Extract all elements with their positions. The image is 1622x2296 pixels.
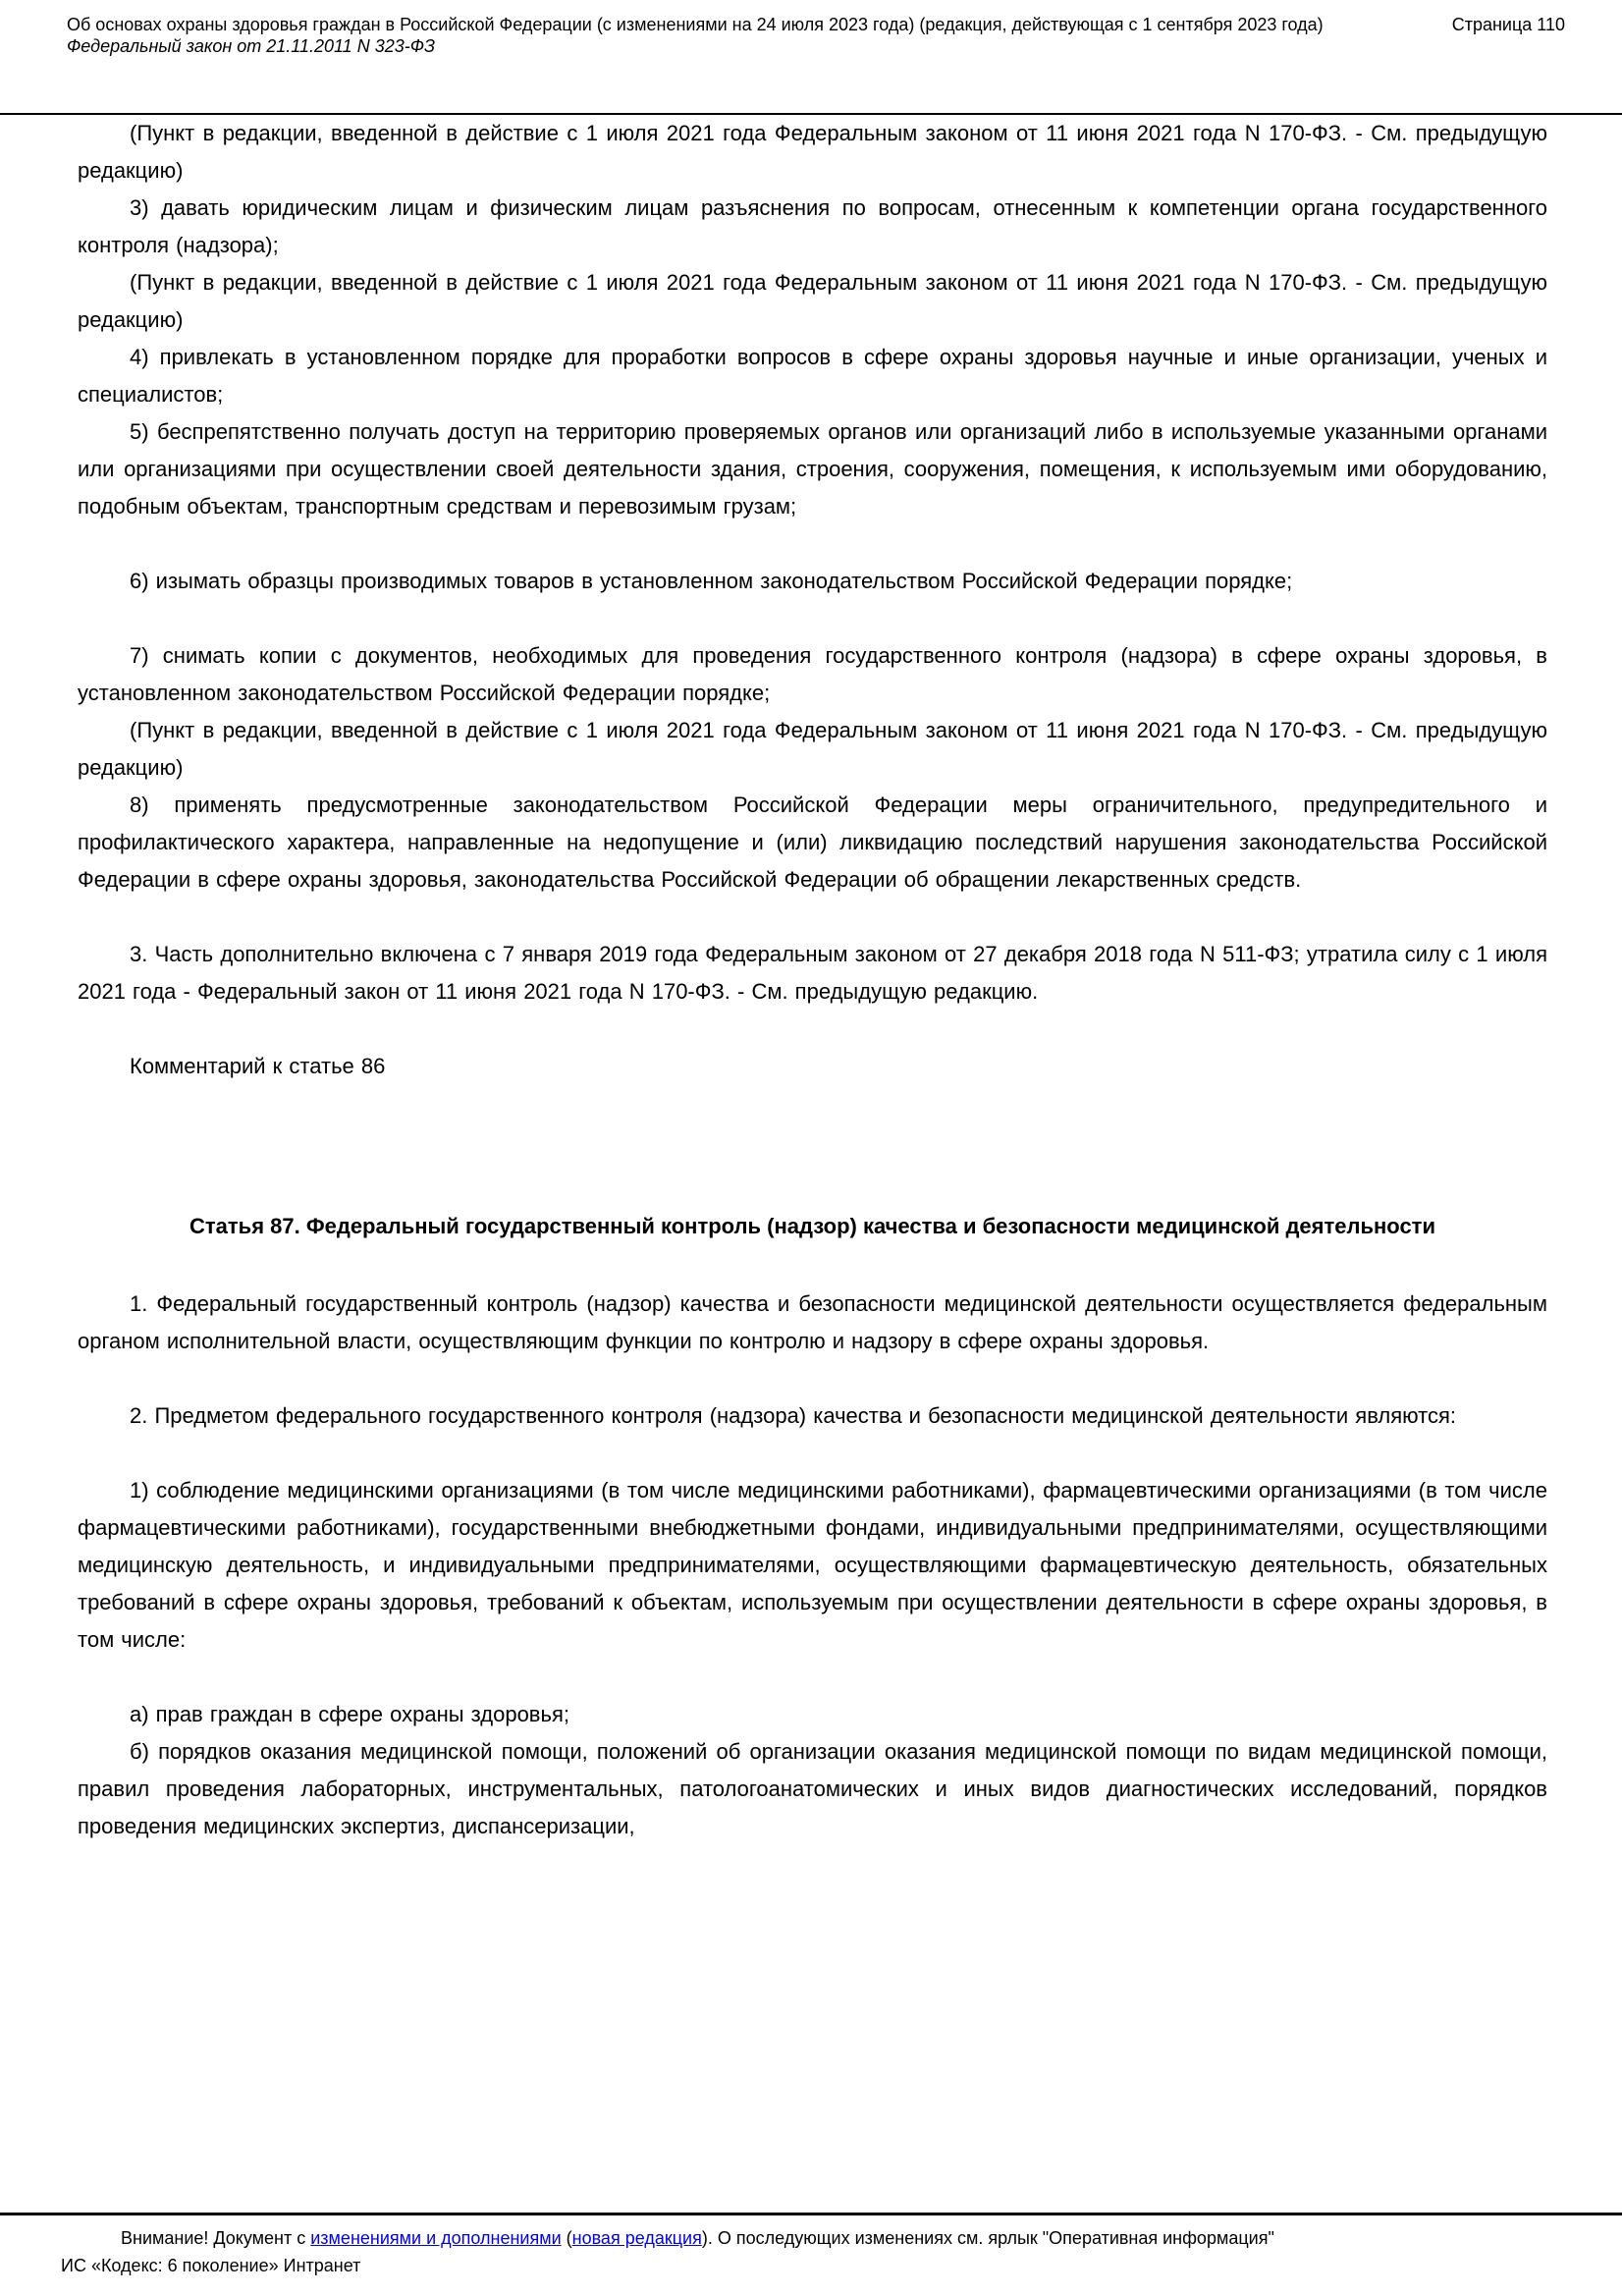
paragraph-edit-note: (Пункт в редакции, введенной в действие с 1 июля 2021 года Федеральным законом от 11 июня 2021 года N 170-ФЗ. - См. предыдущую редакцию): [78, 121, 1547, 183]
document-body: [78, 115, 1547, 1845]
comment-anchor: Комментарий к статье 86: [130, 1054, 386, 1078]
paragraph-item-6: 6) изымать образцы производимых товаров в установленном законодательством Российской Федерации порядке;: [130, 569, 1293, 593]
footer-notice-mid: (: [561, 2228, 572, 2248]
paragraph-item-4: 4) привлекать в установленном порядке для проработки вопросов в сфере охраны здоровья научные и иные организации, ученых и специалистов;: [78, 345, 1547, 407]
article-87-heading: Статья 87. Федеральный государственный контроль (надзор) качества и безопасности медицинской деятельности: [189, 1214, 1435, 1238]
paragraph-item-5: 5) беспрепятственно получать доступ на территорию проверяемых органов или организаций либо в используемые указанными органами или организациями при осуществлении своей деятельности здания, строения, сооружения, помещения, к используемым ими оборудованию, подобным объектам, транспортным средствам и перевозимым грузам;: [78, 419, 1547, 519]
changes-and-additions-link[interactable]: изменениями и дополнениями: [310, 2228, 562, 2248]
page-number: Страница 110: [1451, 15, 1565, 34]
footer-system-label: ИС «Кодекс: 6 поколение» Интранет: [61, 2256, 361, 2275]
document-title: Об основах охраны здоровья граждан в Российской Федерации (с изменениями на 24 июля 2023 года) (редакция, действующая с 1 сентября 2023 года): [67, 15, 1324, 34]
new-edition-link[interactable]: новая редакция: [571, 2228, 702, 2248]
document-subtitle: Федеральный закон от 21.11.2011 N 323-ФЗ: [67, 36, 436, 56]
paragraph-subitem-1: 1) соблюдение медицинскими организациями (в том числе медицинскими работниками), фармацевтическими организациями (в том числе фармацевтическими работниками), государственными внебюджетными фондами, индивидуальными предпринимателями, осуществляющими медицинскую деятельность, и индивидуальными предпринимателями, осуществляющими фармацевтическую деятельность, обязательных требований в сфере охраны здоровья, требований к объектам, используемым при осуществлении деятельности в сфере охраны здоровья, в том числе:: [78, 1478, 1547, 1652]
paragraph-item-8: 8) применять предусмотренные законодательством Российской Федерации меры ограничительного, предупредительного и профилактического характера, направленные на недопущение и (или) ликвидацию последствий нарушения законодательства Российской Федерации в сфере охраны здоровья, законодательства Российской Федерации об обращении лекарственных средств.: [78, 793, 1547, 892]
page-footer: [0, 2213, 1622, 2279]
paragraph-part-1: 1. Федеральный государственный контроль (надзор) качества и безопасности медицинской деятельности осуществляется федеральным органом исполнительной власти, осуществляющим функции по контролю и надзору в сфере охраны здоровья.: [78, 1291, 1547, 1353]
paragraph-edit-note: (Пункт в редакции, введенной в действие с 1 июля 2021 года Федеральным законом от 11 июня 2021 года N 170-ФЗ. - См. предыдущую редакцию): [78, 718, 1547, 780]
paragraph-item-3: 3) давать юридическим лицам и физическим лицам разъяснения по вопросам, отнесенным к компетенции органа государственного контроля (надзора);: [78, 195, 1547, 257]
paragraph-subitem-b: б) порядков оказания медицинской помощи, положений об организации оказания медицинской помощи по видам медицинской помощи, правил проведения лабораторных, инструментальных, патологоанатомических и иных видов диагностических исследований, порядков проведения медицинских экспертиз, диспансеризации,: [78, 1739, 1547, 1838]
page-header: [67, 14, 1565, 57]
document-header-block: [67, 14, 1392, 57]
footer-notice-suffix: ). О последующих изменениях см. ярлык "Оперативная информация": [701, 2228, 1274, 2248]
paragraph-subitem-a: а) прав граждан в сфере охраны здоровья;: [130, 1702, 569, 1726]
footer-notice-prefix: Внимание! Документ с: [121, 2228, 311, 2248]
paragraph-part-3: 3. Часть дополнительно включена с 7 января 2019 года Федеральным законом от 27 декабря 2018 года N 511-ФЗ; утратила силу с 1 июля 2021 года - Федеральный закон от 11 июня 2021 года N 170-ФЗ. - См. предыдущую редакцию.: [78, 942, 1547, 1004]
footer-notice: [61, 2224, 1565, 2252]
paragraph-part-2: 2. Предметом федерального государственного контроля (надзора) качества и безопасности медицинской деятельности являются:: [130, 1403, 1457, 1428]
paragraph-edit-note: (Пункт в редакции, введенной в действие с 1 июля 2021 года Федеральным законом от 11 июня 2021 года N 170-ФЗ. - См. предыдущую редакцию): [78, 270, 1547, 332]
paragraph-item-7: 7) снимать копии с документов, необходимых для проведения государственного контроля (надзора) в сфере охраны здоровья, в установленном законодательством Российской Федерации порядке;: [78, 643, 1547, 705]
